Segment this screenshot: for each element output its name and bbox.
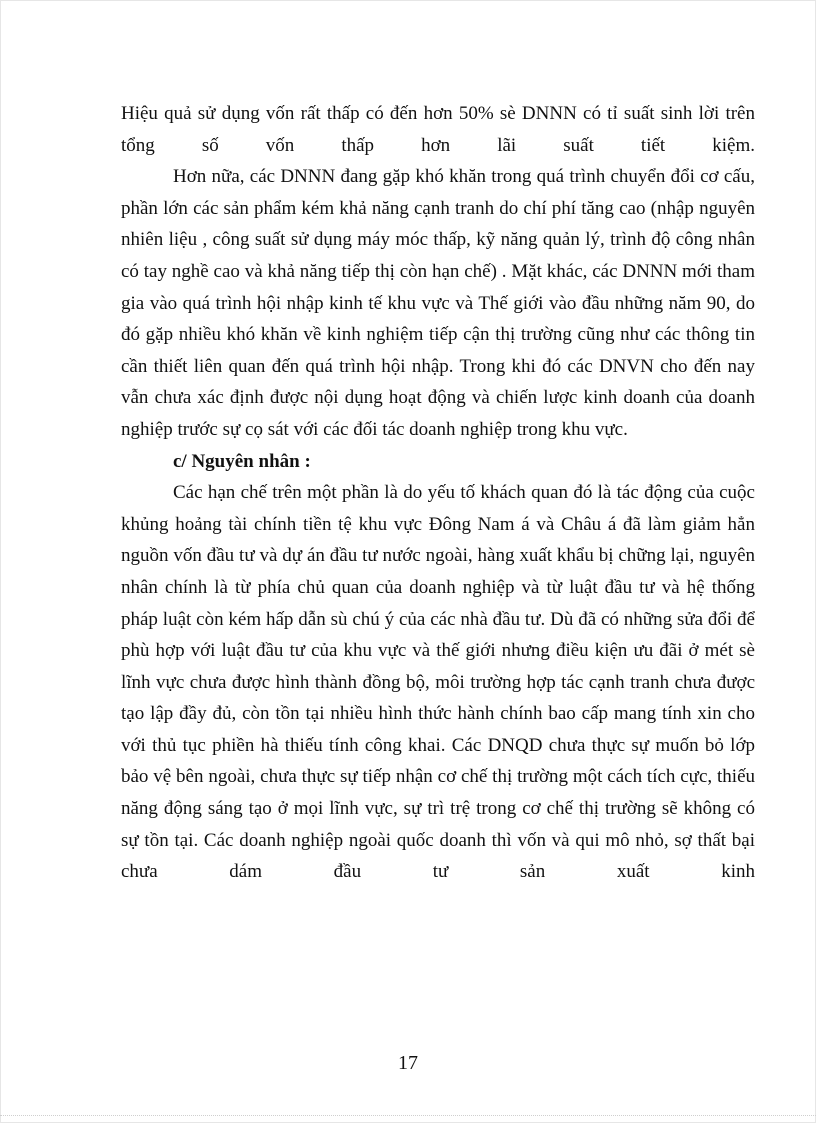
text-line: (nhập nguyên nhiên liệu , công suất sử dụng máy móc thấp, kỹ năng quản lý, [121,197,755,251]
text-line: giảm hẳn nguồn vốn đầu tư và dự án đầu tư nước ngoài, hàng xuất khẩu bị [121,513,755,567]
text-line: trình độ công nhân có tay nghề cao và khả năng tiếp thị còn hạn chế) . Mặt [121,229,755,282]
text-line: cuộc khủng hoảng tài chính tiền tệ khu vực Đông Nam á và Châu á đã làm [121,482,755,535]
text-line: Hơn nữa, các DNNN đang gặp khó khăn trong quá trình chuyển đổi cơ [173,166,724,188]
text-line: trì trệ trong cơ chế thị trường sẽ không có sự tồn tại. Các doanh nghiệp ngoài [121,798,755,851]
text-line: DNQD chưa thực sự muốn bỏ lớp bảo vệ bên ngoài, chưa thực sự tiếp nhận cơ [121,734,755,788]
text-line: hợp tác cạnh tranh chưa được tạo lập đầy đủ, còn tồn tại nhiều hình thức hành [121,671,756,725]
paragraph-soe-difficulties [121,161,755,445]
text-line: Hiệu quả sử dụng vốn rất thấp có đến hơn 50% sè DNNN có tỉ suất sinh lời [121,103,726,124]
text-line: đầu tư và hệ thống pháp luật còn kém hấp dẫn sù chú ý của các nhà đầu tư. Dù [121,576,756,630]
text-line: quốc doanh thì vốn và qui mô nhỏ, sợ thất bại chưa dám đầu tư sản xuất kinh [121,829,756,883]
text-line: cận thị trường cũng như các thông tin cần thiết liên quan đến quá trình hội [121,324,755,377]
page-bottom-divider [0,1115,816,1116]
page-body [121,98,755,888]
paragraph-causes [121,477,755,888]
paragraph-capital-efficiency [121,98,755,161]
text-line: Các hạn chế trên một phần là do yếu tố khách quan đó là tác động của [173,482,720,504]
text-line: trên tổng số vốn thấp hơn lãi suất tiết kiệm. [121,103,755,156]
page-number: 17 [398,1052,418,1074]
text-line: chững lại, nguyên nhân chính là từ phía chủ quan của doanh nghiệp và từ luật [121,545,756,598]
text-line: cấu, phần lớn các sản phẩm kém khả năng cạnh tranh do chí phí tăng cao [121,166,755,219]
text-line: đối tác doanh nghiệp trong khu vực. [353,418,628,440]
text-line: giới vào đầu những năm 90, do đó gặp nhiều khó khăn về kinh nghiệm tiếp [121,292,756,346]
text-line: đã có những sửa đổi để phù hợp với luật đầu tư của khu vực và thế giới nhưng [121,608,755,662]
section-heading-causes: c/ Nguyên nhân : [173,450,311,472]
text-line: nhập. Trong khi đó các DNVN cho đến nay vẫn chưa xác định được nội dụng [121,355,755,409]
text-line: khác, các DNNN mới tham gia vào quá trình hội nhập kinh tế khu vực và Thế [121,260,755,314]
text-line: chính bao cấp mang tính xin cho với thủ tục phiền hà thiếu tính công khai. Các [121,703,755,756]
text-line: chế thị trường một cách tích cực, thiếu năng động sáng tạo ở mọi lĩnh vực, sự [121,766,755,820]
text-line: điều kiện ưu đãi ở mét sè lĩnh vực chưa được hình thành đồng bộ, môi trường [121,640,755,693]
text-line: hoạt động và chiến lược kinh doanh của doanh nghiệp trước sự cọ sát với các [121,387,755,440]
